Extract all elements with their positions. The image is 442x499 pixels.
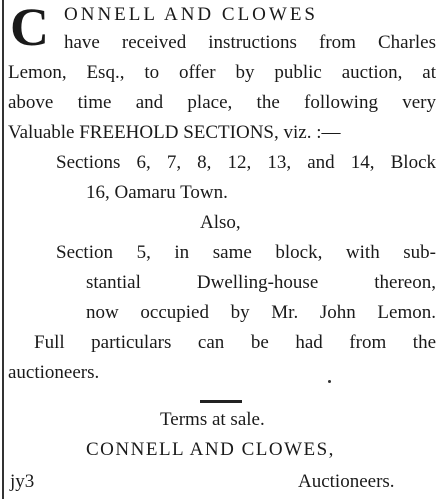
particulars-line-1: Full particulars can be had from the (34, 332, 436, 353)
heading-firm-name: ONNELL AND CLOWES (64, 4, 318, 25)
body-line-4: Valuable FREEHOLD SECTIONS, viz. :— (8, 122, 341, 143)
body-line-2: Lemon, Esq., to offer by public auction, at (8, 62, 436, 83)
body-line-1: have received instructions from Charles (64, 32, 436, 53)
print-speck (328, 380, 331, 383)
reference-code: jy3 (10, 471, 35, 492)
signature-firm-name: CONNELL AND CLOWES, (86, 439, 335, 460)
drop-cap-letter: C (10, 0, 49, 57)
sections-line-2: 16, Oamaru Town. (86, 182, 228, 203)
separator-rule (200, 400, 242, 403)
section5-line-1: Section 5, in same block, with sub- (56, 242, 436, 263)
body-line-3: above time and place, the following very (8, 92, 436, 113)
sections-line-1: Sections 6, 7, 8, 12, 13, and 14, Block (56, 152, 436, 173)
particulars-line-2: auctioneers. (8, 362, 100, 383)
auctioneers-title: Auctioneers. (298, 471, 395, 492)
section5-line-2: stantial Dwelling-house thereon, (86, 272, 436, 293)
section5-line-3: now occupied by Mr. John Lemon. (86, 302, 436, 323)
column-border (2, 0, 4, 499)
also-line: Also, (200, 212, 241, 233)
terms-line: Terms at sale. (160, 409, 265, 430)
